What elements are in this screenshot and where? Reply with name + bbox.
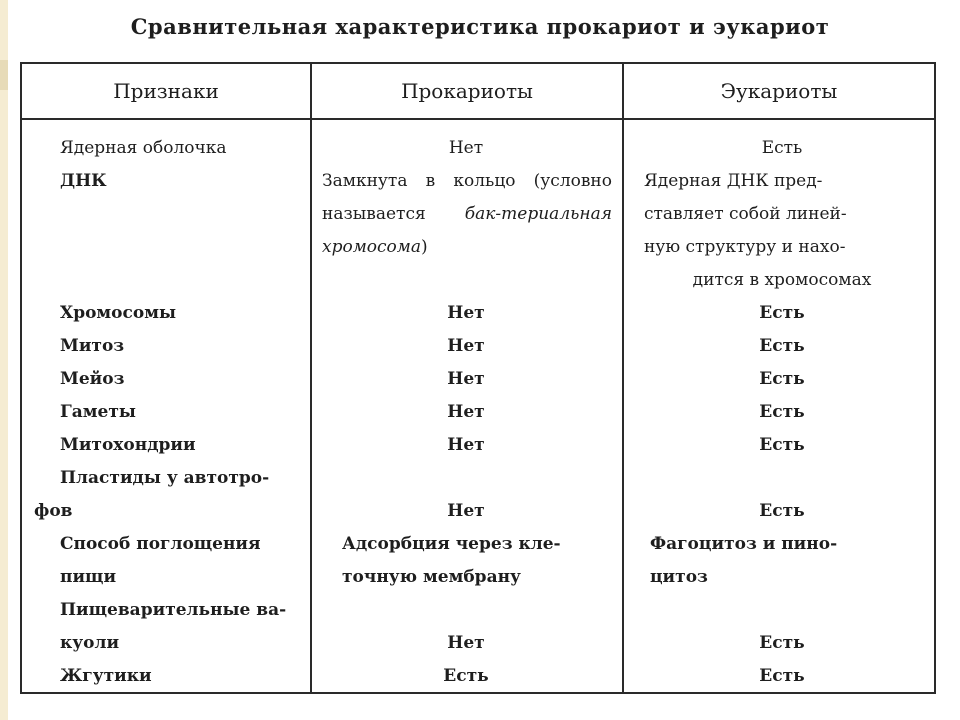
eukaryote-cell: Есть bbox=[759, 369, 805, 389]
prokaryote-cell bbox=[322, 165, 612, 264]
feature-line: куоли bbox=[60, 633, 120, 653]
eukaryote-line: Фагоцитоз и пино- bbox=[650, 534, 838, 554]
eukaryote-line: ную структуру и нахо- bbox=[644, 237, 846, 257]
feature-line: Способ поглощения bbox=[60, 534, 261, 554]
prokaryote-cell: Нет bbox=[447, 369, 485, 389]
feature-cell: Митохондрии bbox=[60, 435, 196, 455]
prokaryote-cell bbox=[342, 528, 610, 594]
eukaryote-line: Ядерная ДНК пред- bbox=[644, 171, 823, 191]
header-features: Признаки bbox=[113, 79, 219, 103]
dna-prokaryote-close: ) bbox=[421, 237, 428, 257]
feature-cell: Ядерная оболочка bbox=[60, 138, 227, 158]
page-title: Сравнительная характеристика прокариот и эукариот bbox=[130, 14, 830, 39]
header-prokaryotes: Прокариоты bbox=[401, 79, 533, 103]
feature-line: пищи bbox=[60, 567, 117, 587]
eukaryote-cell: Есть bbox=[759, 633, 805, 653]
column-divider-2 bbox=[622, 64, 624, 692]
left-decorative-strip bbox=[0, 0, 8, 720]
eukaryote-cell: Есть bbox=[759, 402, 805, 422]
prokaryote-cell: Есть bbox=[443, 666, 489, 686]
prokaryote-cell: Нет bbox=[447, 336, 485, 356]
prokaryote-cell: Нет bbox=[448, 138, 484, 158]
eukaryote-cell bbox=[644, 165, 920, 297]
eukaryote-line: ставляет собой линей- bbox=[644, 204, 847, 224]
feature-cell bbox=[60, 594, 305, 660]
prokaryote-cell: Нет bbox=[447, 501, 485, 521]
comparison-table bbox=[20, 62, 936, 694]
header-eukaryotes: Эукариоты bbox=[720, 79, 838, 103]
header-divider bbox=[22, 118, 934, 120]
feature-cell: Мейоз bbox=[60, 369, 125, 389]
prokaryote-line: точную мембрану bbox=[342, 567, 521, 587]
prokaryote-cell: Нет bbox=[447, 303, 485, 323]
feature-line: Пластиды у автотро- bbox=[60, 468, 270, 488]
feature-cell: Жгутики bbox=[60, 666, 152, 686]
prokaryote-cell: Нет bbox=[447, 402, 485, 422]
eukaryote-cell: Есть bbox=[759, 435, 805, 455]
feature-line: фов bbox=[34, 501, 73, 521]
eukaryote-cell: Есть bbox=[759, 501, 805, 521]
feature-cell bbox=[34, 462, 305, 528]
feature-cell: ДНК bbox=[60, 171, 107, 191]
prokaryote-cell: Нет bbox=[447, 633, 485, 653]
prokaryote-cell: Нет bbox=[447, 435, 485, 455]
eukaryote-cell bbox=[650, 528, 922, 594]
eukaryote-line: цитоз bbox=[650, 567, 708, 587]
eukaryote-cell: Есть bbox=[759, 336, 805, 356]
feature-cell: Хромосомы bbox=[60, 303, 177, 323]
eukaryote-cell: Есть bbox=[759, 303, 805, 323]
feature-cell: Митоз bbox=[60, 336, 125, 356]
dna-prokaryote-italic: бак-териальная хромосома bbox=[322, 204, 612, 257]
feature-cell bbox=[60, 528, 305, 594]
eukaryote-cell: Есть bbox=[761, 138, 803, 158]
eukaryote-cell: Есть bbox=[759, 666, 805, 686]
dna-prokaryote-text: Замкнута в кольцо (условно называется bbox=[322, 171, 612, 224]
feature-cell: Гаметы bbox=[60, 402, 136, 422]
column-divider-1 bbox=[310, 64, 312, 692]
feature-line: Пищеварительные ва- bbox=[60, 600, 287, 620]
eukaryote-line: дится в хромосомах bbox=[692, 270, 872, 290]
prokaryote-line: Адсорбция через кле- bbox=[342, 534, 561, 554]
strip-tab bbox=[0, 60, 8, 90]
